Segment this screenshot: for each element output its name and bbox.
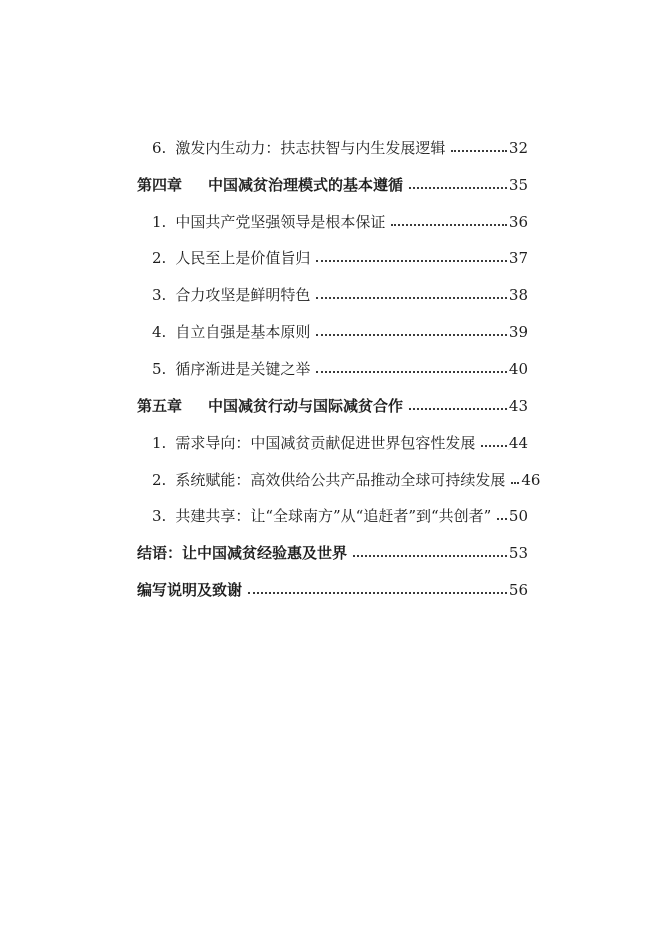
toc-entry[interactable]	[152, 464, 541, 490]
toc-entry-title: 激发内生动力：扶志扶智与内生发展逻辑	[175, 139, 446, 157]
toc-entry-number: 1.	[152, 434, 167, 452]
toc-chapter-entry[interactable]	[137, 169, 528, 195]
dot-leader	[409, 187, 507, 189]
toc-entry-page: 50	[508, 507, 528, 525]
toc-chapter-page: 35	[508, 176, 528, 194]
toc-entry[interactable]	[152, 279, 528, 305]
toc-entry-page: 36	[508, 213, 528, 231]
toc-chapter-page: 56	[508, 581, 528, 599]
toc-entry-page: 38	[508, 286, 528, 304]
dot-leader	[316, 371, 507, 373]
toc-chapter-title: 中国减贫行动与国际减贫合作	[208, 397, 404, 415]
toc-entry-title: 系统赋能：高效供给公共产品推动全球可持续发展	[175, 471, 506, 489]
toc-chapter-number: 第五章	[137, 397, 183, 415]
toc-chapter-title: 中国减贫治理模式的基本遵循	[208, 176, 404, 194]
toc-entry-page: 32	[508, 139, 528, 157]
dot-leader	[316, 297, 507, 299]
toc-entry-title: 自立自强是基本原则	[175, 323, 311, 341]
toc-chapter-entry[interactable]	[137, 390, 528, 416]
toc-entry-page: 39	[508, 323, 528, 341]
toc-entry-number: 3.	[152, 507, 167, 525]
toc-entry-title: 循序渐进是关键之举	[175, 360, 311, 378]
toc-entry[interactable]	[152, 500, 528, 526]
toc-chapter-title: 结语：让中国减贫经验惠及世界	[137, 544, 348, 562]
toc-entry-number: 2.	[152, 249, 167, 267]
dot-leader	[511, 482, 519, 484]
toc-entry-number: 6.	[152, 139, 167, 157]
toc-entry-page: 44	[508, 434, 528, 452]
toc-entry-title: 需求导向：中国减贫贡献促进世界包容性发展	[175, 434, 476, 452]
toc-entry-title: 人民至上是价值旨归	[175, 249, 311, 267]
dot-leader	[316, 260, 507, 262]
dot-leader	[409, 408, 507, 410]
toc-entry-page: 46	[521, 471, 541, 489]
toc-entry-title: 合力攻坚是鲜明特色	[175, 286, 311, 304]
toc-entry-number: 4.	[152, 323, 167, 341]
toc-acknowledgements-entry[interactable]	[137, 574, 528, 600]
dot-leader	[316, 334, 507, 336]
toc-entry-page: 40	[508, 360, 528, 378]
toc-entry-title: 中国共产党坚强领导是根本保证	[175, 213, 386, 231]
toc-entry[interactable]	[152, 353, 528, 379]
dot-leader	[481, 445, 507, 447]
toc-entry-number: 2.	[152, 471, 167, 489]
toc-chapter-number: 第四章	[137, 176, 183, 194]
toc-chapter-page: 43	[508, 397, 528, 415]
toc-entry[interactable]	[152, 132, 528, 158]
toc-chapter-title: 编写说明及致谢	[137, 581, 243, 599]
toc-entry-title: 共建共享：让“全球南方”从“追赶者”到“共创者”	[175, 507, 492, 525]
dot-leader	[451, 150, 507, 152]
toc-entry[interactable]	[152, 206, 528, 232]
toc-entry-page: 37	[508, 249, 528, 267]
toc-chapter-page: 53	[508, 544, 528, 562]
dot-leader	[497, 518, 507, 520]
toc-entry[interactable]	[152, 242, 528, 268]
toc-entry[interactable]	[152, 316, 528, 342]
dot-leader	[248, 592, 507, 594]
dot-leader	[391, 224, 507, 226]
toc-entry-number: 1.	[152, 213, 167, 231]
toc-entry-number: 5.	[152, 360, 167, 378]
dot-leader	[353, 555, 507, 557]
toc-entry-number: 3.	[152, 286, 167, 304]
toc-conclusion-entry[interactable]	[137, 537, 528, 563]
toc-entry[interactable]	[152, 427, 528, 453]
